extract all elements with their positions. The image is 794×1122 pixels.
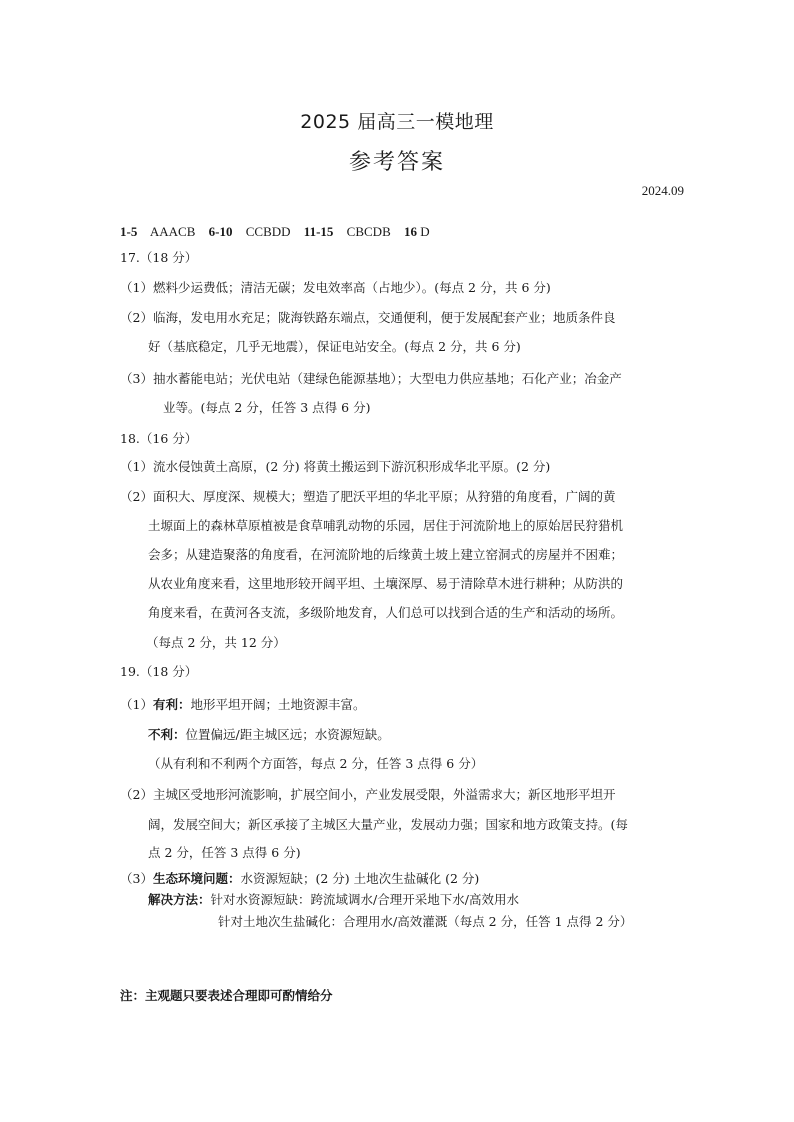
unfavorable-label: 不利：: [148, 727, 186, 742]
q18-part2-line1: （2）面积大、厚度深、规模大；塑造了肥沃平坦的华北平原；从狩猎的角度看，广阔的黄: [120, 489, 616, 504]
solution-text-1: 针对水资源短缺：跨流域调水/合理开采地下水/高效用水: [210, 892, 519, 907]
q18-part2-line2: 土塬面上的森林草原植被是食草哺乳动物的乐园，居住于河流阶地上的原始居民狩猎机: [148, 518, 624, 533]
mc-range-4: 16: [404, 224, 417, 239]
q19-part1-prefix: （1）: [120, 697, 153, 712]
q18-heading: 18.（16 分）: [120, 431, 198, 446]
mc-range-2: 6-10: [208, 224, 233, 239]
q17-part2-line2: 好（基底稳定，几乎无地震），保证电站安全。(每点 2 分，共 6 分): [148, 339, 521, 354]
page-title: 2025 届高三一模地理: [300, 111, 494, 133]
mc-range-3: 11-15: [303, 224, 334, 239]
solution-label: 解决方法：: [148, 892, 211, 907]
favorable-text: 地形平坦开阔；土地资源丰富。: [190, 697, 366, 712]
unfavorable-text: 位置偏远/距主城区远；水资源短缺。: [185, 727, 390, 742]
q18-part1: （1）流水侵蚀黄土高原，(2 分) 将黄土搬运到下游沉积形成华北平原。(2 分): [120, 459, 551, 474]
q17-part1: （1）燃料少运费低；清洁无碳；发电效率高（占地少）。(每点 2 分，共 6 分): [120, 280, 551, 295]
eco-problem-text: 水资源短缺；(2 分) 土地次生盐碱化 (2 分): [240, 871, 480, 886]
q17-part3-line2: 业等。(每点 2 分，任答 3 点得 6 分): [163, 400, 371, 415]
q19-part3-problem: [120, 871, 479, 887]
q19-part2-line2: 阔，发展空间大；新区承接了主城区大量产业，发展动力强；国家和地方政策支持。(每: [148, 817, 628, 832]
q19-part1-favorable: [120, 697, 365, 713]
q19-heading: 19.（18 分）: [120, 664, 198, 679]
q18-part2-line5: 角度来看，在黄河各支流，多级阶地发育，人们总可以找到合适的生产和活动的场所。: [148, 605, 624, 620]
q19-part2-line1: （2）主城区受地形河流影响，扩展空间小，产业发展受限，外溢需求大；新区地形平坦开: [120, 787, 616, 802]
q18-part2-line3: 会多；从建造聚落的角度看，在河流阶地的后缘黄土坡上建立窑洞式的房屋并不困难；: [148, 547, 624, 562]
mc-answers-2: CCBDD: [245, 224, 291, 239]
q17-part2-line1: （2）临海，发电用水充足；陇海铁路东端点，交通便利，便于发展配套产业；地质条件良: [120, 310, 616, 325]
q19-part3-prefix: （3）: [120, 871, 153, 886]
q19-part2-line3: 点 2 分，任答 3 点得 6 分): [148, 845, 301, 860]
q17-heading: 17.（18 分）: [120, 250, 198, 265]
mc-range-1: 1-5: [120, 224, 138, 239]
grading-note: 注：主观题只要表述合理即可酌情给分: [120, 988, 333, 1003]
page-subtitle: 参考答案: [348, 150, 445, 175]
q19-part1-score: （从有利和不利两个方面答，每点 2 分，任答 3 点得 6 分）: [148, 756, 484, 771]
eco-problem-label: 生态环境问题：: [152, 871, 241, 886]
mc-answers-1: AAACB: [149, 224, 196, 239]
q19-part1-unfavorable: [148, 727, 390, 743]
mc-answers-3: CBCDB: [346, 224, 391, 239]
multiple-choice-answers: [120, 224, 430, 240]
q18-part2-line4: 从农业角度来看，这里地形较开阔平坦、土壤深厚、易于清除草木进行耕种；从防洪的: [148, 576, 624, 591]
mc-answers-4: D: [420, 224, 430, 239]
q19-part3-solution-2: 针对土地次生盐碱化：合理用水/高效灌溉（每点 2 分，任答 1 点得 2 分）: [218, 914, 633, 929]
favorable-label: 有利：: [152, 697, 191, 712]
date-label: 2024.09: [641, 183, 684, 198]
q19-part3-solution: [148, 892, 519, 908]
q18-part2-score: （每点 2 分，共 12 分）: [146, 635, 286, 650]
q17-part3-line1: （3）抽水蓄能电站；光伏电站（建绿色能源基地）；大型电力供应基地；石化产业；冶金产: [120, 371, 622, 386]
